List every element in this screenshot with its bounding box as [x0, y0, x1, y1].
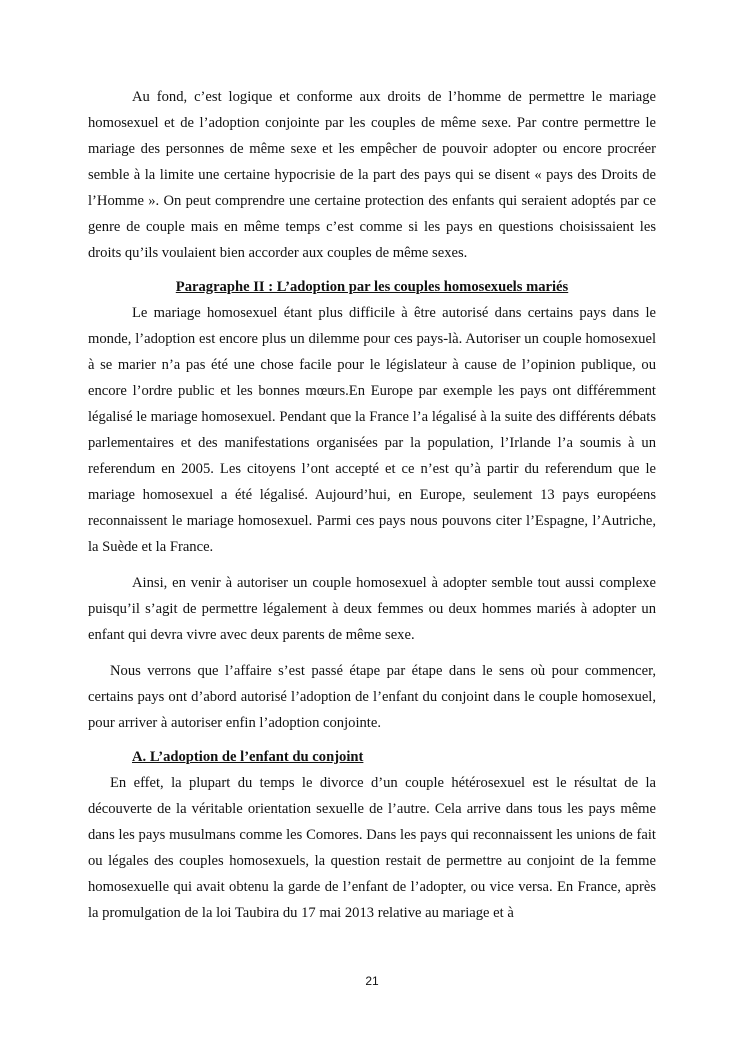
- document-body: [88, 84, 656, 926]
- page-number: 21: [365, 974, 379, 988]
- paragraph-2: Le mariage homosexuel étant plus difficile à être autorisé dans certains pays dans le monde, l’adoption est encore plus un dilemme pour ces pays-là. Autoriser un couple homosexuel à se marier n’a pas été une chose facile pour le législateur à cause de l’opinion publique, ou encore l’ordre public et les bonnes mœurs.En Europe par exemple les pays ont différemment légalisé le mariage homosexuel. Pendant que la France l’a légalisé à la suite des différents débats parlementaires et des manifestations organisées par la population, l’Irlande l’a soumis à un referendum en 2005. Les citoyens l’ont accepté et ce n’est qu’à partir du referendum que le mariage homosexuel a été légalisé. Aujourd’hui, en Europe, seulement 13 pays européens reconnaissent le mariage homosexuel. Parmi ces pays nous pouvons citer l’Espagne, l’Autriche, la Suède et la France.: [88, 305, 656, 555]
- subsection-heading-a: A. L’adoption de l’enfant du conjoint: [132, 749, 364, 765]
- paragraph-3: Ainsi, en venir à autoriser un couple homosexuel à adopter semble tout aussi complexe puisqu’il s’agit de permettre légalement à deux femmes ou deux hommes mariés à adopter un enfant qui devra vivre avec deux parents de même sexe.: [88, 575, 656, 643]
- section-heading-paragraphe-ii: Paragraphe II : L’adoption par les couples homosexuels mariés: [175, 279, 569, 295]
- paragraph-5: En effet, la plupart du temps le divorce d’un couple hétérosexuel est le résultat de la découverte de la véritable orientation sexuelle de l’autre. Cela arrive dans tous les pays même dans les pays musulmans comme les Comores. Dans les pays qui reconnaissent les unions de fait ou légales des couples homosexuels, la question restait de permettre au conjoint de la femme homosexuelle qui avait obtenu la garde de l’enfant de l’adopter, ou vice versa. En France, après la promulgation de la loi Taubira du 17 mai 2013 relative au mariage et à: [88, 775, 656, 921]
- paragraph-4: Nous verrons que l’affaire s’est passé étape par étape dans le sens où pour commencer, certains pays ont d’abord autorisé l’adoption de l’enfant du conjoint dans le couple homosexuel, pour arriver à autoriser enfin l’adoption conjointe.: [88, 663, 656, 731]
- paragraph-1: Au fond, c’est logique et conforme aux droits de l’homme de permettre le mariage homosexuel et de l’adoption conjointe par les couples de même sexe. Par contre permettre le mariage des personnes de même sexe et les empêcher de pouvoir adopter ou encore procréer semble à la limite une certaine hypocrisie de la part des pays qui se disent « pays des Droits de l’Homme ». On peut comprendre une certaine protection des enfants qui seraient adoptés par ce genre de couple mais en même temps c’est comme si les pays en questions choisissaient les droits qu’ils voulaient bien accorder aux couples de même sexes.: [88, 89, 656, 261]
